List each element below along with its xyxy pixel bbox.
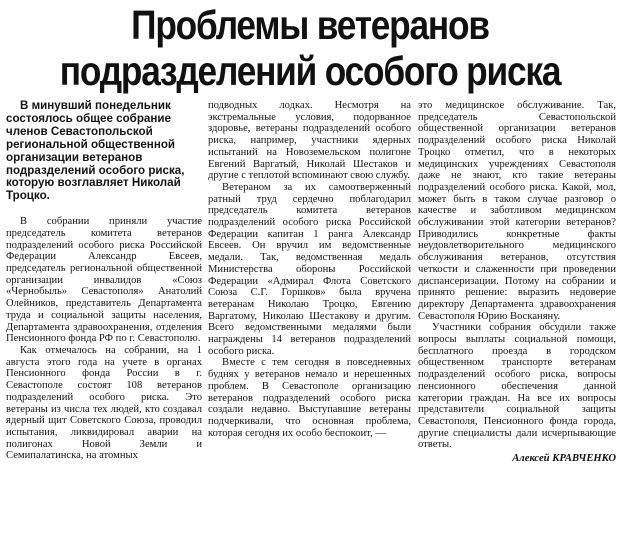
paragraph: В собрании приняли участие председатель комитета ветеранов подразделений особого риска Российской Федерации Александр Евсеев, председатель региональной общественной организации инвалидов «Союз «Чернобыль» Севастополя» Анатолий Олейников, представитель Департамента труда и социальной защиты населения, Департамента здравоохранения, отделения Пенсионного фонда РФ по г. Севастополю. <box>6 216 202 345</box>
paragraph: Ветераном за их самоотверженный ратный труд сердечно поблагодарил председатель комитета ветеранов подразделений особого риска Российской Федерации капитан 1 ранга Александр Евсеев. Он вручил им ведомственные медали. Так, ведомственная медаль Министерства обороны Российской Федерации «Адмирал Флота Советского Союза С.Г. Горшков» была вручена ветеранам Николаю Троцко, Евгению Варгатому, Николаю Шестакову и другим. Всего ведомственными медалями были награждены 14 ветеранов подразделений особого риска. <box>208 181 411 357</box>
headline-line-1: Проблемы ветеранов <box>131 2 489 48</box>
article-column-1 <box>6 100 202 540</box>
paragraph: Вместе с тем сегодня в повседневных буднях у ветеранов немало и нерешенных проблем. В Севастополе организацию ветеранов подразделений особого риска создали недавно. Выступавшие ветераны подчеркивали, что основная проблема, которая сегодня их особо беспокоит, — <box>208 357 411 439</box>
article-column-2 <box>208 100 411 540</box>
article-headline <box>43 2 576 94</box>
paragraph: подводных лодках. Несмотря на экстремальные условия, подорванное здоровье, ветераны подразделений особого риска, например, участники ядерных испытаний на Новоземельском полигоне Евгений Варгатый, Николай Шестаков и другие с теплотой вспоминают свою службу. <box>208 100 411 182</box>
paragraph: Участники собрания обсудили также вопросы выплаты социальной помощи, бесплатного проезда в городском общественном транспорте ветеранам подразделений особого риска, вопросы пенсионного обеспечения данной категории граждан. На все их вопросы представители социальной защиты Севастополя, Пенсионного фонда города, другие специалисты дали исчерпывающие ответы. <box>418 322 616 451</box>
paragraph: Как отмечалось на собрании, на 1 августа этого года на учете в органах Пенсионного фонда России в г. Севастополе состоят 108 ветеранов подразделений особого риска. Это ветераны из числа тех людей, кто создавал ядерный щит Советского Союза, проводил испытания, ликвидировал аварии на полигонах Новой Земли и Семипалатинска, на атомных <box>6 344 202 462</box>
author-byline: Алексей КРАВЧЕНКО <box>512 453 616 465</box>
article-lead: В минувший понедельник состоялось общее собрание членов Севастопольской региональной общественной организации ветеранов подразделений особого риска, которую возглавляет Николай Троцко. <box>6 100 185 203</box>
article-column-3 <box>418 100 616 540</box>
paragraph: это медицинское обслуживание. Так, председатель Севастопольской общественной организации ветеранов подразделений особого риска Николай Троцко отметил, что в некоторых медицинских учреждениях Севастополя даже не знают, кто такие ветераны подразделений особого риска. Какой, мол, может быть в таком случае разговор о качестве и заботливом медицинском обслуживании этой категории ветеранов? Приводились конкретные факты неудовлетворительного медицинского обслуживания ветеранов, отсутствия четкости и слаженности при проведении диспансеризации. Потому на собрании и принято решение: выразить недоверие директору Департамента здравоохранения Севастополя Юрию Восканяну. <box>418 100 616 322</box>
headline-line-2: подразделений особого риска <box>59 48 561 94</box>
